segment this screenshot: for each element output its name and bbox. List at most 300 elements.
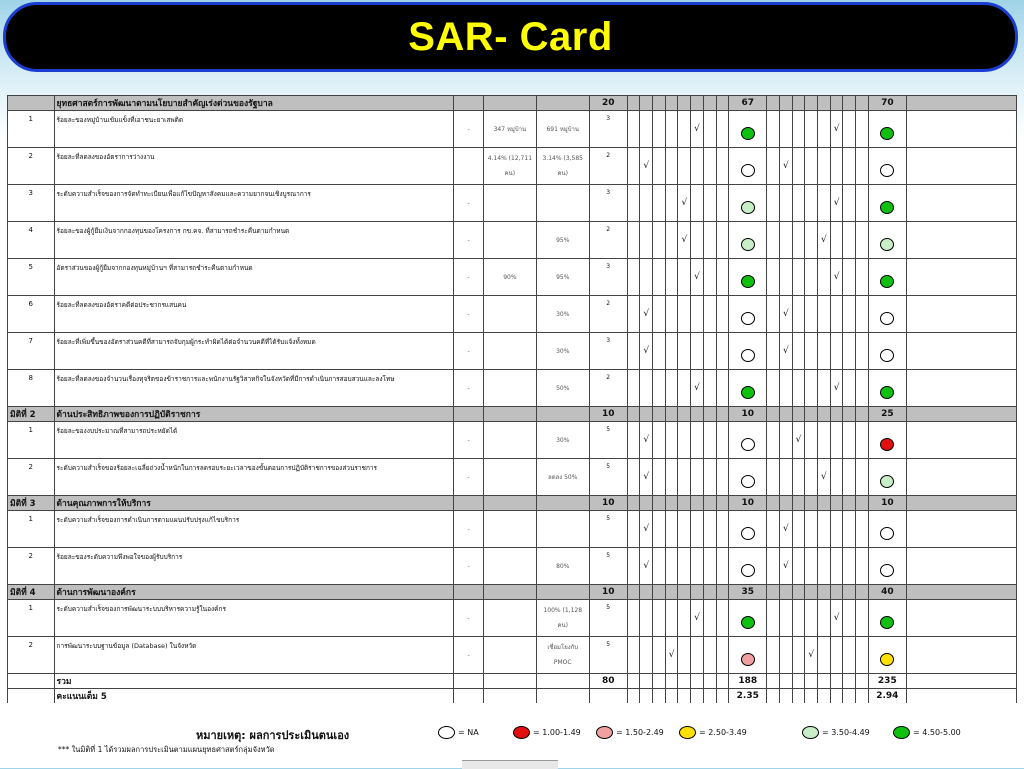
indicator-number: 3 xyxy=(8,185,55,222)
status-cell xyxy=(729,600,767,637)
grid-cell xyxy=(805,585,818,600)
rating-cell xyxy=(779,459,792,496)
status-cell xyxy=(729,422,767,459)
check-mark: √ xyxy=(643,524,650,534)
grid-cell xyxy=(767,407,780,422)
status-dot xyxy=(741,201,755,214)
grid-cell xyxy=(627,407,640,422)
grid-cell xyxy=(691,96,704,111)
baseline-value: - xyxy=(454,296,484,333)
rating-cell xyxy=(818,185,831,222)
legend-dot xyxy=(679,726,696,739)
rating-cell xyxy=(716,333,729,370)
grid-cell xyxy=(716,496,729,511)
rating-cell xyxy=(818,111,831,148)
previous-result xyxy=(483,222,536,259)
legend-label: = 4.50-5.00 xyxy=(913,728,961,737)
check-mark: √ xyxy=(833,198,840,208)
status-dot xyxy=(741,438,755,451)
rating-cell xyxy=(703,422,716,459)
total-row xyxy=(8,689,1017,704)
rating-cell xyxy=(805,222,818,259)
indicator-row xyxy=(8,600,1017,637)
rating-cell xyxy=(653,259,666,296)
rating-cell xyxy=(856,422,869,459)
rating-cell xyxy=(703,548,716,585)
rating-cell xyxy=(767,259,780,296)
baseline-value: - xyxy=(454,185,484,222)
rating-cell xyxy=(818,222,831,259)
status-cell xyxy=(729,459,767,496)
grid-cell xyxy=(653,407,666,422)
grid-cell xyxy=(830,407,843,422)
grid-cell xyxy=(640,407,653,422)
rating-cell xyxy=(830,370,843,407)
grid-cell xyxy=(767,674,780,689)
grid-cell xyxy=(665,96,678,111)
rating-cell xyxy=(830,459,843,496)
indicator-row xyxy=(8,333,1017,370)
grid-cell xyxy=(665,674,678,689)
empty-cell xyxy=(906,689,1016,704)
remarks-cell xyxy=(906,222,1016,259)
rating-cell xyxy=(818,511,831,548)
grid-cell xyxy=(843,689,856,704)
rating-cell xyxy=(640,637,653,674)
rating-cell xyxy=(716,511,729,548)
dimension-title: ด้านประสิทธิภาพของการปฏิบัติราชการ xyxy=(54,407,454,422)
target-value: เชื่อมโยงกับ PMOC xyxy=(536,637,589,674)
rating-cell xyxy=(818,370,831,407)
rating-cell xyxy=(779,370,792,407)
legend-item xyxy=(893,726,961,739)
check-mark: √ xyxy=(643,561,650,571)
previous-result xyxy=(483,333,536,370)
check-mark: √ xyxy=(782,346,789,356)
status-cell xyxy=(868,459,906,496)
rating-cell xyxy=(627,422,640,459)
rating-cell xyxy=(691,370,704,407)
grid-cell xyxy=(843,407,856,422)
indicator-number: 2 xyxy=(8,637,55,674)
rating-cell xyxy=(805,333,818,370)
grid-cell xyxy=(691,496,704,511)
indicator-row xyxy=(8,459,1017,496)
remarks-cell xyxy=(906,296,1016,333)
rating-cell xyxy=(653,370,666,407)
remarks-cell xyxy=(906,548,1016,585)
score-total-a: 10 xyxy=(729,496,767,511)
rating-cell xyxy=(843,259,856,296)
legend-dot xyxy=(802,726,819,739)
indicator-weight: 2 xyxy=(589,148,627,185)
baseline-value: - xyxy=(454,600,484,637)
rating-cell xyxy=(665,459,678,496)
rating-cell xyxy=(627,259,640,296)
grid-cell xyxy=(792,674,805,689)
legend-note: *** ในมิติที่ 1 ได้รวมผลการประเมินตามแผนยุทธศาสตร์กลุ่มจังหวัด xyxy=(58,745,275,754)
rating-cell xyxy=(805,296,818,333)
rating-cell xyxy=(856,637,869,674)
rating-cell xyxy=(805,511,818,548)
total-label: รวม xyxy=(54,674,454,689)
rating-cell xyxy=(678,296,691,333)
rating-cell xyxy=(779,259,792,296)
legend-label: = NA xyxy=(458,728,479,737)
rating-cell xyxy=(805,148,818,185)
rating-cell xyxy=(716,259,729,296)
rating-cell xyxy=(703,333,716,370)
grid-cell xyxy=(640,585,653,600)
sar-card-sheet xyxy=(7,95,1017,703)
grid-cell xyxy=(627,689,640,704)
status-cell xyxy=(868,111,906,148)
weight-total: 10 xyxy=(589,496,627,511)
rating-cell xyxy=(767,185,780,222)
indicator-number: 6 xyxy=(8,296,55,333)
rating-cell xyxy=(830,148,843,185)
remarks-cell xyxy=(906,185,1016,222)
target-value: 691 หมู่บ้าน xyxy=(536,111,589,148)
rating-cell xyxy=(843,111,856,148)
rating-cell xyxy=(767,296,780,333)
indicator-name: ร้อยละของผู้กู้ยืมเงินจากกองทุนของโครงการ กข.คจ. ที่สามารถชำระคืนตามกำหนด xyxy=(54,222,454,259)
indicator-row xyxy=(8,185,1017,222)
rating-cell xyxy=(830,333,843,370)
indicator-number: 7 xyxy=(8,333,55,370)
status-cell xyxy=(729,148,767,185)
indicator-name: ร้อยละที่เพิ่มขึ้นของอัตราส่วนคดีที่สามารถจับกุมผู้กระทำผิดได้ต่อจำนวนคดีที่ได้รับแจ้งทั้งหมด xyxy=(54,333,454,370)
rating-cell xyxy=(703,296,716,333)
rating-cell xyxy=(640,370,653,407)
grid-cell xyxy=(678,96,691,111)
target-value: ลดลง 50% xyxy=(536,459,589,496)
dimension-title: ด้านการพัฒนาองค์กร xyxy=(54,585,454,600)
status-dot xyxy=(741,275,755,288)
rating-cell xyxy=(653,185,666,222)
rating-cell xyxy=(818,333,831,370)
rating-cell xyxy=(627,185,640,222)
rating-cell xyxy=(627,222,640,259)
total-weight xyxy=(589,689,627,704)
grid-cell xyxy=(678,496,691,511)
check-mark: √ xyxy=(643,472,650,482)
rating-cell xyxy=(767,111,780,148)
check-mark: √ xyxy=(782,561,789,571)
indicator-weight: 3 xyxy=(589,259,627,296)
indicator-name: ร้อยละของหมู่บ้านเข้มแข็งที่เอาชนะยาเสพติด xyxy=(54,111,454,148)
status-cell xyxy=(868,370,906,407)
rating-cell xyxy=(703,459,716,496)
previous-result xyxy=(483,511,536,548)
rating-cell xyxy=(665,148,678,185)
rating-cell xyxy=(678,259,691,296)
rating-cell xyxy=(792,422,805,459)
rating-cell xyxy=(691,222,704,259)
grid-cell xyxy=(716,407,729,422)
sar-card-table xyxy=(7,95,1017,703)
indicator-weight: 5 xyxy=(589,600,627,637)
rating-cell xyxy=(792,333,805,370)
rating-cell xyxy=(792,637,805,674)
grid-cell xyxy=(640,674,653,689)
rating-cell xyxy=(627,548,640,585)
rating-cell xyxy=(716,600,729,637)
empty-cell xyxy=(454,96,484,111)
grid-cell xyxy=(779,585,792,600)
rating-cell xyxy=(779,185,792,222)
status-cell xyxy=(729,296,767,333)
rating-cell xyxy=(856,600,869,637)
rating-cell xyxy=(843,422,856,459)
grid-cell xyxy=(856,407,869,422)
rating-cell xyxy=(691,511,704,548)
legend-dot xyxy=(596,726,613,739)
grid-cell xyxy=(792,407,805,422)
rating-cell xyxy=(779,296,792,333)
grid-cell xyxy=(818,585,831,600)
target-value xyxy=(536,511,589,548)
grid-cell xyxy=(830,96,843,111)
indicator-row xyxy=(8,111,1017,148)
rating-cell xyxy=(653,148,666,185)
rating-cell xyxy=(767,422,780,459)
indicator-name: ร้อยละของงบประมาณที่สามารถประหยัดได้ xyxy=(54,422,454,459)
empty-cell xyxy=(906,674,1016,689)
rating-cell xyxy=(653,422,666,459)
rating-cell xyxy=(678,333,691,370)
baseline-value: - xyxy=(454,333,484,370)
status-dot xyxy=(741,238,755,251)
rating-cell xyxy=(856,511,869,548)
remarks-cell xyxy=(906,422,1016,459)
legend-item xyxy=(438,726,479,739)
rating-cell xyxy=(640,148,653,185)
baseline-value xyxy=(454,148,484,185)
total-label: คะแนนเต็ม 5 xyxy=(54,689,454,704)
previous-result: 347 หมู่บ้าน xyxy=(483,111,536,148)
status-cell xyxy=(729,185,767,222)
total-weight: 80 xyxy=(589,674,627,689)
rating-cell xyxy=(779,148,792,185)
previous-result xyxy=(483,600,536,637)
grid-cell xyxy=(653,96,666,111)
total-row xyxy=(8,674,1017,689)
rating-cell xyxy=(691,333,704,370)
indicator-row xyxy=(8,222,1017,259)
empty-cell xyxy=(454,689,484,704)
rating-cell xyxy=(678,148,691,185)
status-dot xyxy=(741,386,755,399)
rating-cell xyxy=(767,333,780,370)
grid-cell xyxy=(716,585,729,600)
baseline-value: - xyxy=(454,548,484,585)
rating-cell xyxy=(779,333,792,370)
grid-cell xyxy=(856,496,869,511)
rating-cell xyxy=(653,459,666,496)
status-cell xyxy=(729,333,767,370)
rating-cell xyxy=(856,370,869,407)
grid-cell xyxy=(856,674,869,689)
legend-label: = 2.50-3.49 xyxy=(699,728,747,737)
grid-cell xyxy=(678,674,691,689)
previous-result: 90% xyxy=(483,259,536,296)
target-value xyxy=(536,185,589,222)
status-dot xyxy=(880,386,894,399)
total-score-a: 188 xyxy=(729,674,767,689)
rating-cell xyxy=(691,422,704,459)
rating-cell xyxy=(792,370,805,407)
empty-cell xyxy=(536,96,589,111)
rating-cell xyxy=(843,222,856,259)
target-value: 30% xyxy=(536,333,589,370)
indicator-name: ร้อยละที่ลดลงของจำนวนเรื่องทุจริตของข้าราชการและพนักงานรัฐวิสาหกิจในจังหวัดที่มีการดำเนินการสอบสวนและลงโทษ xyxy=(54,370,454,407)
rating-cell xyxy=(830,185,843,222)
check-mark: √ xyxy=(643,309,650,319)
grid-cell xyxy=(703,496,716,511)
check-mark: √ xyxy=(694,124,700,134)
total-score-b: 2.94 xyxy=(868,689,906,704)
status-dot xyxy=(741,564,755,577)
empty-cell xyxy=(906,96,1016,111)
check-mark: √ xyxy=(681,198,688,208)
status-cell xyxy=(729,548,767,585)
rating-cell xyxy=(830,511,843,548)
baseline-value: - xyxy=(454,370,484,407)
rating-cell xyxy=(640,548,653,585)
rating-cell xyxy=(653,296,666,333)
rating-cell xyxy=(818,296,831,333)
rating-cell xyxy=(767,548,780,585)
weight-total: 10 xyxy=(589,407,627,422)
rating-cell xyxy=(653,548,666,585)
rating-cell xyxy=(843,185,856,222)
indicator-weight: 2 xyxy=(589,370,627,407)
rating-cell xyxy=(678,222,691,259)
check-mark: √ xyxy=(668,650,675,660)
rating-cell xyxy=(665,111,678,148)
rating-cell xyxy=(843,296,856,333)
rating-cell xyxy=(856,111,869,148)
rating-cell xyxy=(678,370,691,407)
baseline-value: - xyxy=(454,259,484,296)
indicator-row xyxy=(8,511,1017,548)
score-total-b: 10 xyxy=(868,496,906,511)
rating-cell xyxy=(691,185,704,222)
check-mark: √ xyxy=(833,383,840,393)
check-mark: √ xyxy=(808,650,815,660)
grid-cell xyxy=(779,674,792,689)
status-dot xyxy=(880,564,894,577)
status-dot xyxy=(880,164,894,177)
rating-cell xyxy=(779,548,792,585)
grid-cell xyxy=(856,96,869,111)
grid-cell xyxy=(779,96,792,111)
rating-cell xyxy=(767,148,780,185)
grid-cell xyxy=(653,674,666,689)
indicator-weight: 5 xyxy=(589,459,627,496)
status-dot xyxy=(880,275,894,288)
check-mark: √ xyxy=(821,472,827,482)
dimension-label: มิติที่ 3 xyxy=(8,496,55,511)
score-total-a: 10 xyxy=(729,407,767,422)
rating-cell xyxy=(627,511,640,548)
rating-cell xyxy=(627,333,640,370)
remarks-cell xyxy=(906,333,1016,370)
target-value: 80% xyxy=(536,548,589,585)
grid-cell xyxy=(653,496,666,511)
grid-cell xyxy=(691,674,704,689)
baseline-value: - xyxy=(454,459,484,496)
indicator-number: 1 xyxy=(8,111,55,148)
grid-cell xyxy=(665,407,678,422)
remarks-cell xyxy=(906,259,1016,296)
legend-label: = 1.50-2.49 xyxy=(616,728,664,737)
check-mark: √ xyxy=(795,435,802,445)
status-cell xyxy=(868,333,906,370)
status-dot xyxy=(741,616,755,629)
indicator-number: 1 xyxy=(8,422,55,459)
status-cell xyxy=(868,600,906,637)
status-cell xyxy=(729,370,767,407)
indicator-weight: 2 xyxy=(589,296,627,333)
status-cell xyxy=(729,511,767,548)
grid-cell xyxy=(640,689,653,704)
status-dot xyxy=(880,238,894,251)
total-label-pad xyxy=(8,674,55,689)
rating-cell xyxy=(678,422,691,459)
rating-cell xyxy=(716,185,729,222)
total-score-a: 2.35 xyxy=(729,689,767,704)
empty-cell xyxy=(536,585,589,600)
rating-cell xyxy=(767,511,780,548)
rating-cell xyxy=(818,259,831,296)
indicator-row xyxy=(8,296,1017,333)
rating-cell xyxy=(716,296,729,333)
grid-cell xyxy=(792,496,805,511)
legend-item xyxy=(596,726,664,739)
rating-cell xyxy=(678,548,691,585)
indicator-row xyxy=(8,148,1017,185)
rating-cell xyxy=(653,111,666,148)
previous-result xyxy=(483,370,536,407)
indicator-number: 2 xyxy=(8,148,55,185)
rating-cell xyxy=(691,296,704,333)
rating-cell xyxy=(792,548,805,585)
status-dot xyxy=(741,312,755,325)
rating-cell xyxy=(640,600,653,637)
grid-cell xyxy=(703,407,716,422)
status-cell xyxy=(868,259,906,296)
empty-cell xyxy=(536,496,589,511)
grid-cell xyxy=(805,96,818,111)
indicator-number: 5 xyxy=(8,259,55,296)
rating-cell xyxy=(716,370,729,407)
rating-cell xyxy=(767,637,780,674)
rating-cell xyxy=(805,459,818,496)
status-dot xyxy=(880,201,894,214)
baseline-value: - xyxy=(454,511,484,548)
dimension-label: มิติที่ 4 xyxy=(8,585,55,600)
rating-cell xyxy=(818,148,831,185)
status-dot xyxy=(880,349,894,362)
score-total-b: 40 xyxy=(868,585,906,600)
status-cell xyxy=(868,422,906,459)
grid-cell xyxy=(843,585,856,600)
grid-cell xyxy=(779,407,792,422)
check-mark: √ xyxy=(643,161,650,171)
rating-cell xyxy=(792,459,805,496)
